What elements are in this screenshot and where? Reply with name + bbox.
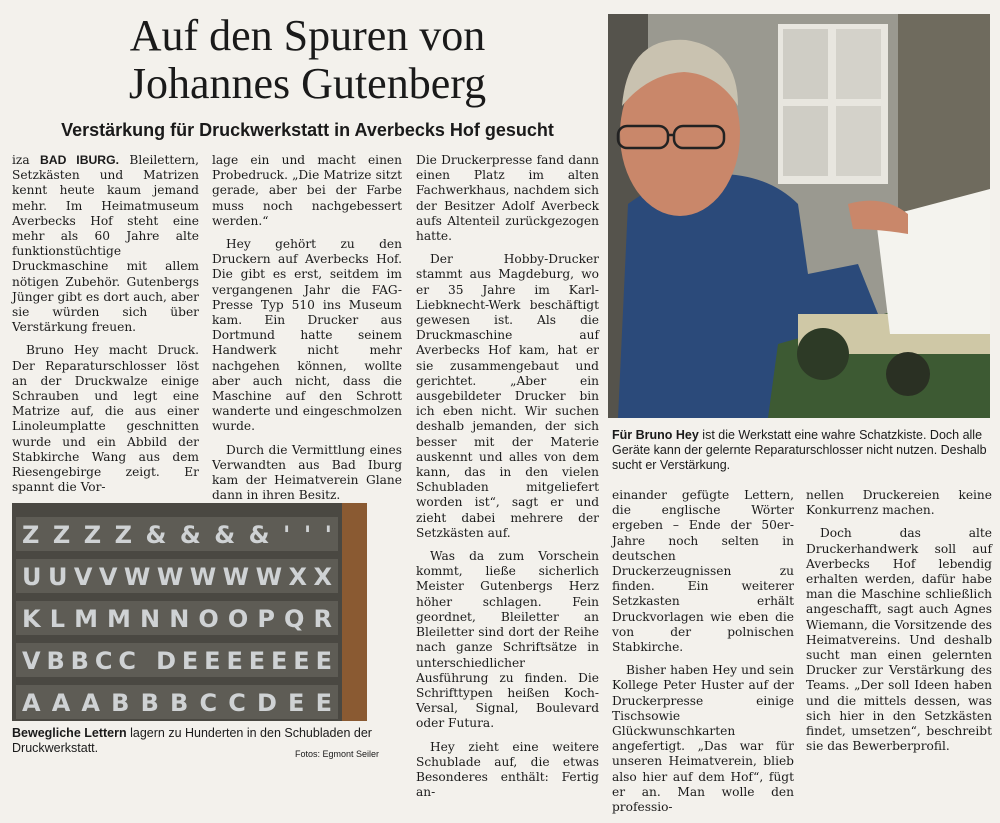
photo-credit: Fotos: Egmont Seiler	[295, 749, 380, 759]
caption-lead: Bewegliche Lettern	[12, 726, 127, 740]
byline: iza	[12, 153, 30, 167]
article-column-4	[612, 488, 794, 823]
caption-text: lagern zu Hunderten in den Schubladen der Druckwerkstatt.	[12, 726, 372, 755]
paragraph-text: Bleilettern, Setzkästen und Matrizen kennt heute kaum jemand mehr. Im Heimatmuseum Averbecks Hof steht eine mehr als 60 Jahre alte funktionstüchtige Druckmaschine mit allem nötigen Zubehör. Gutenbergs Jünger gibt es dort auch, aber sie würden sich über Verstärkung freuen.	[12, 153, 200, 335]
dateline: BAD IBURG.	[40, 153, 119, 167]
paragraph	[12, 153, 199, 335]
type-row-letters: KLMMNNOOPQR	[22, 605, 332, 633]
paragraph: lage ein und macht einen Probedruck. „Die Matrize sitzt gerade, aber bei der Farbe muss noch nachgebessert werden.“	[212, 153, 402, 228]
headline-line-2: Johannes Gutenberg	[128, 59, 487, 108]
paragraph: nellen Druckereien keine Konkurrenz machen.	[806, 488, 992, 518]
paragraph: Bruno Hey macht Druck. Der Reparaturschlosser löst an der Druckwalze einige Schrauben und legt eine Matrize auf, die aus einer Linoleumplatte geschnitten wurde und ein Abbild der Stabkirche Wang aus dem Riesengebirge zeigt. Er spannt die Vor-	[12, 343, 199, 495]
headline-line-1: Auf den Spuren von	[129, 11, 486, 60]
article-column-5	[806, 488, 992, 762]
paragraph: Hey gehört zu den Druckern auf Averbecks Hof. Die gibt es erst, seitdem im vergangenen Jahr die FAG-Presse Typ 510 ins Museum kam. Ein Drucker aus Dortmund hatte seinem Handwerk nicht mehr nachgehen können, wollte aber auch nicht, dass die Maschine auf den Schrott wanderte und eingeschmolzen wurde.	[212, 237, 402, 434]
headline	[10, 12, 605, 108]
type-case-illustration	[12, 503, 367, 721]
type-row-letters: AAABBBCCDEE	[22, 689, 332, 717]
paragraph: Die Druckerpresse fand dann einen Platz im alten Fachwerkhaus, nachdem sich der Besitzer Adolf Averbeck aufs Altenteil zurückgezogen hatte.	[416, 153, 599, 244]
article-column-1	[12, 153, 199, 503]
paragraph: Bisher haben Hey und sein Kollege Peter Huster auf der Druckerpresse einige Tischsowie Glückwunschkarten angefertigt. „Das war für unseren Heimatverein, blieb also hier auf dem Hof“, fügt er an. Man wolle den professio-	[612, 663, 794, 815]
caption-lead: Für Bruno Hey	[612, 428, 699, 442]
type-row-letters: VBBCC DEEEEEEE	[22, 647, 332, 675]
paragraph: Hey zieht eine weitere Schublade auf, die etwas Besonderes enthält: Fertig an-	[416, 739, 599, 800]
caption-printer-photo	[612, 428, 992, 473]
paragraph: Doch das alte Druckerhandwerk soll auf Averbecks Hof lebendig erhalten werden, dafür habe man die Maschine schließlich angeschafft, sagt auch Agnes Wiemann, die Vorsitzende des Heimatvereins. Und deshalb sucht man einen gelernten Drucker zur Verstärkung des Teams. „Der soll Ideen haben und die mittels dessen, was sich hier in den Setzkästen findet, umsetzen“, beschreibt sie das Bewerberprofil.	[806, 526, 993, 754]
paragraph: einander gefügte Lettern, die englische Wörter ergeben – Ende der 50er-Jahre noch selten in deutschen Druckerzeugnissen zu finden. Ein weiterer Setzkasten erhält Druckvorlagen wie eben die von der polnischen Stabkirche.	[612, 488, 794, 655]
caption-text: ist die Werkstatt eine wahre Schatzkiste. Doch alle Geräte kann der gelernte Reparaturschlosser nicht nutzen. Deshalb sucht er Verstärkung.	[612, 428, 987, 472]
photo-printer	[608, 14, 990, 418]
paragraph: Durch die Vermittlung eines Verwandten aus Bad Iburg kam der Heimatverein Glane dann in ihren Besitz.	[212, 442, 402, 503]
article-column-2	[212, 153, 402, 511]
photo-movable-type	[12, 503, 367, 721]
paragraph: Was da zum Vorschein kommt, ließe sicherlich Meister Gutenbergs Herz höher schlagen. Fein geordnet, Bleiletter an Bleiletter sind dort der Reihe nach ganze Schriftsätze in unterschiedlicher Ausführung zu finden. Die Schrifttypen heißen Koch-Versal, Signal, Boulevard oder Futura.	[416, 549, 599, 731]
printer-photo-illustration	[608, 14, 990, 418]
type-row-letters: UUVVWWWWWXX	[22, 563, 332, 591]
type-row-letters: ZZZZ&&&&'''	[22, 521, 332, 549]
paragraph: Der Hobby-Drucker stammt aus Magdeburg, wo er 35 Jahre im Karl-Liebknecht-Werk beschäftigt gewesen ist. Als die Druckmaschine auf Averbecks Hof kam, hat er sie zusammengebaut und gerichtet. „Aber ein ausgebildeter Drucker bin ich eben nicht. Wir suchen deshalb jemanden, der sich besser mit der Materie auskennt und alles von dem kann, das in den vielen Schubladen mitgeliefert worden ist“, sagt er und zieht dabei mehrere der Setzkästen auf.	[416, 252, 599, 540]
subheadline: Verstärkung für Druckwerkstatt in Averbecks Hof gesucht	[61, 120, 554, 140]
article-column-3	[416, 153, 599, 808]
